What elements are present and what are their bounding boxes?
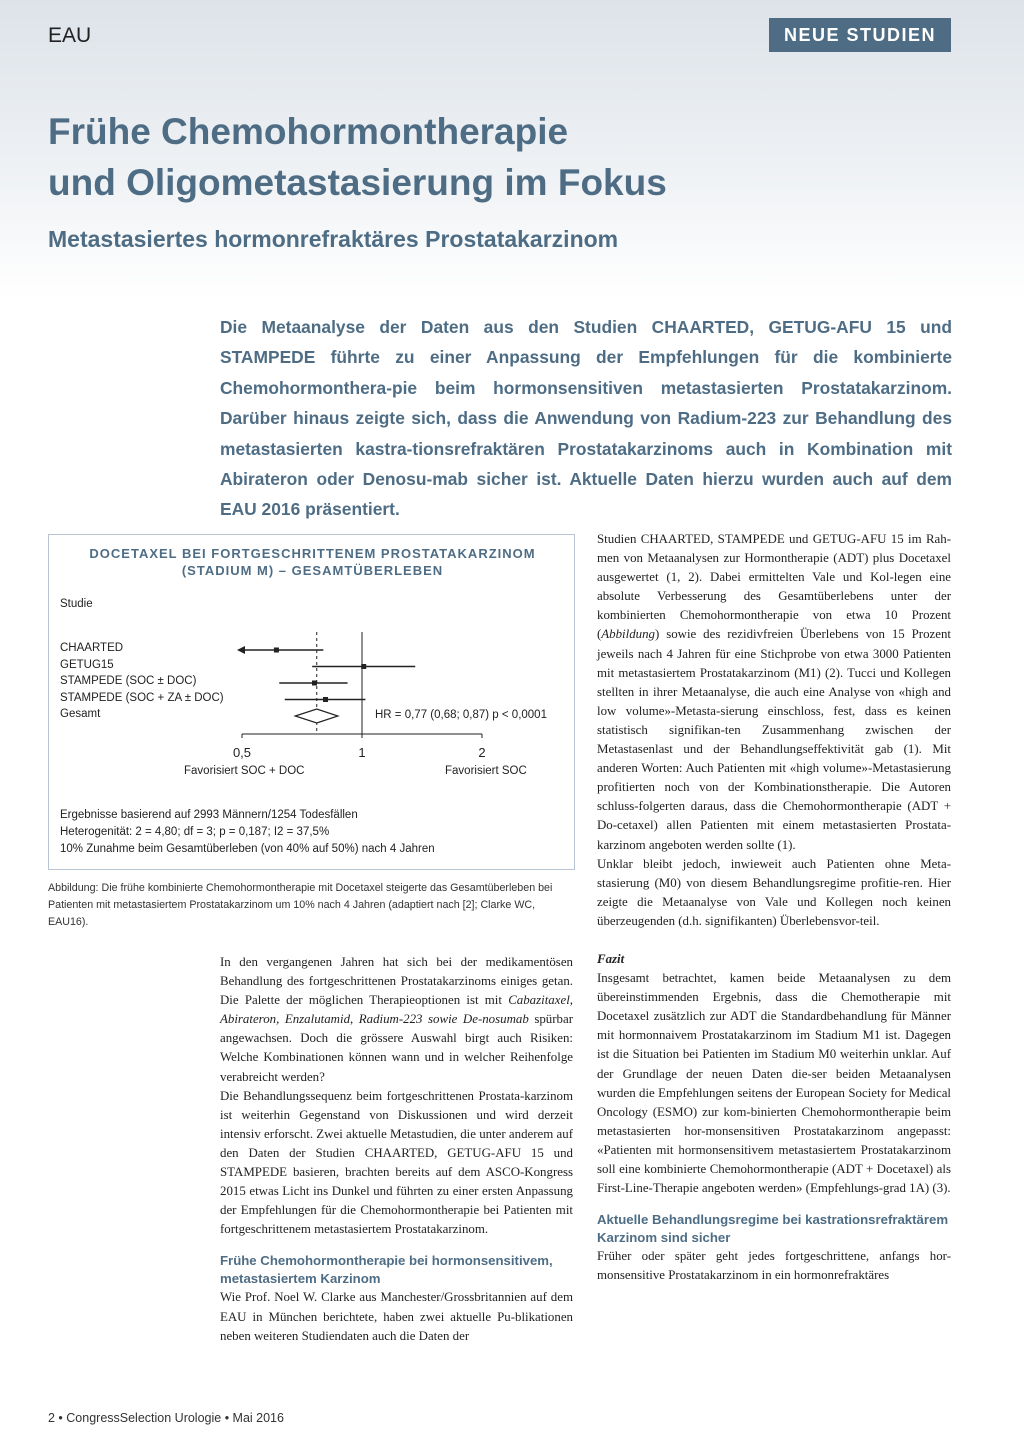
paragraph: Die Behandlungssequenz beim fortgeschrittenen Prostata-karzinom ist weiterhin Gegenstand von Diskussionen und wird derzeit intensiv erforscht. Zwei aktuelle Metastudien, die unter anderem auf den Daten der Studien CHAARTED, GETUG-AFU 15 und STAMPEDE basieren, brachten bereits auf dem ASCO-Kongress 2015 etwas Licht ins Dunkel und führten zu einer ersten Anpassung der Empfehlungen für die Chemohormontherapie bei Patienten mit fortgeschrittenem metastasiertem Prostatakarzinom. xyxy=(220,1088,573,1237)
point-estimate xyxy=(361,664,366,669)
paragraph: Wie Prof. Noel W. Clarke aus Manchester/Grossbritannien auf dem EAU in München berichtete, haben zwei aktuelle Pu-blikationen neben weiteren Studiendaten auch die Daten der xyxy=(220,1290,573,1343)
study-label: STAMPEDE (SOC + ZA ± DOC) xyxy=(60,691,224,704)
point-estimate xyxy=(312,681,317,686)
figure-note-3: 10% Zunahme beim Gesamtüberleben (von 40% auf 50%) nach 4 Jahren xyxy=(60,843,435,855)
figure-caption: Abbildung: Die frühe kombinierte Chemohormontherapie mit Docetaxel steigerte das Gesamtüberleben bei Patienten mit metastasiertem Prostatakarzinom um 10% nach 4 Jahren (adaptiert nach [2]; Clarke WC, EAU16). xyxy=(48,882,553,928)
figure-title-line-2: (STADIUM M) – GESAMTÜBERLEBEN xyxy=(181,563,444,578)
article-subtitle: Metastasiertes hormonrefraktäres Prostatakarzinom xyxy=(48,226,619,252)
section-heading: Frühe Chemohormontherapie bei hormonsensitivem, metastasiertem Karzinom xyxy=(220,1253,553,1287)
study-label: STAMPEDE (SOC ± DOC) xyxy=(60,675,197,687)
x-tick-label: 0,5 xyxy=(232,745,252,760)
figure-note-2: Heterogenität: 2 = 4,80; df = 3; p = 0,187; I2 = 37,5% xyxy=(60,826,330,838)
favor-right-label: Favorisiert SOC xyxy=(445,765,527,777)
figure-title-line-1: DOCETAXEL BEI FORTGESCHRITTENEM PROSTATAKARZINOM xyxy=(89,546,536,561)
study-label: GETUG15 xyxy=(60,658,114,671)
figure-reference: Abbildung xyxy=(601,627,656,642)
article-lead: Die Metaanalyse der Daten aus den Studien CHAARTED, GETUG-AFU 15 und STAMPEDE führte zu einer Anpassung der Empfehlungen für die kombinierte Chemohormonthera-pie beim hormonsensitiven metastasierten Prostatakarzinom. Darüber hinaus zeigte sich, dass die Anwendung von Radium-223 zur Behandlung des metastasierten kastra-tionsrefraktären Prostatakarzinoms auch in Kombination mit Abirateron oder Denosu-mab sicher ist. Aktuelle Daten hierzu wurden auch auf dem EAU 2016 präsentiert. xyxy=(220,317,952,520)
favor-left-label: Favorisiert SOC + DOC xyxy=(184,765,305,777)
paragraph: Insgesamt betrachtet, kamen beide Metaanalysen zu dem übereinstimmenden Ergebnis, dass die Chemotherapie mit Docetaxel zusätzlich zur ADT die Standardbehandlung für Männer mit hormonnaivem Prostatakarzinom im Stadium M1 ist. Dagegen ist die Situation bei Patienten im Stadium M0 weiterhin unklar. Auf der Grundlage der neuen Daten die-ser beiden Metaanalysen wurden die Empfehlungen seitens der European Society for Medical Oncology (ESMO) zur kom-binierten Chemohormontherapie beim metastasierten hor-monsensitiven Prostatakarzinom angepasst: «Patienten mit hormonsensitivem metastasiertem Prostatakarzinom soll eine kombinierte Chemohormontherapie (ADT + Docetaxel) als First-Line-Therapie angeboten werden» (Empfehlungs-grad 1A) (3). xyxy=(597,971,951,1196)
title-line-2: und Oligometastasierung im Fokus xyxy=(48,162,667,203)
point-estimate xyxy=(274,648,279,653)
title-line-1: Frühe Chemohormontherapie xyxy=(48,111,569,152)
section-label: EAU xyxy=(48,24,92,47)
fazit-label: Fazit xyxy=(597,951,625,966)
paragraph: Früher oder später geht jedes fortgeschrittene, anfangs hor-monsensitive Prostatakarzinom in ein hormonrefraktäres xyxy=(597,1249,951,1283)
study-label: Gesamt xyxy=(60,708,101,720)
figure-note-1: Ergebnisse basierend auf 2993 Männern/1254 Todesfällen xyxy=(60,809,358,821)
drug-list: Cabazitaxel, Abirateron, Enzalutamid, Radium-223 sowie De-nosumab xyxy=(220,993,573,1027)
section-heading: Aktuelle Behandlungsregime bei kastrationsrefraktärem Karzinom sind sicher xyxy=(597,1212,949,1246)
paragraph: In den vergangenen Jahren hat sich bei der medikamentösen Behandlung des fortgeschrittenen Prostatakarzinoms einiges getan. Die Palette der möglichen Therapieoptionen ist mit Cabazitaxel, Abirateron, Enzalutamid, Radium-223 sowie De-nosumab spürbar angewachsen. Doch die grössere Auswahl birgt auch Risiken: Welche Kombinationen können wann und in welcher Reihenfolge verabreicht werden? xyxy=(220,955,573,1084)
body-column-right xyxy=(597,530,951,1285)
forest-plot-figure xyxy=(48,534,575,870)
ci-arrow xyxy=(237,646,245,654)
article-title xyxy=(48,106,948,208)
study-column-label: Studie xyxy=(60,598,93,610)
x-tick-label: 2 xyxy=(478,745,486,760)
paragraph: Studien CHAARTED, STAMPEDE und GETUG-AFU 15 im Rah-men von Metaanalysen zur Hormontherapie (ADT) plus Docetaxel ausgewertet (1, 2). Dabei ermittelten Vale und Kol-legen eine absolute Verbesserung des Gesamtüberlebens unter der kombinierten Chemohormontherapie von etwa 10 Prozent (Abbildung) sowie des rezidivfreien Überlebens von 15 Prozent jeweils nach 4 Jahren für eine Stichprobe von etwa 3000 Patienten mit metastasiertem Prostatakarzinom (M1) (2). Tucci und Kollegen stellten in ihrer Metaanalyse, die auch eine Analyse von «high and low volume»-Metasta-sierung einschloss, fest, dass es keinen statistisch signifikan-ten Zusammenhang zwischen der Metastasenlast und der Behandlungseffektivität gab (1). Mit anderen Worten: Auch Patienten mit «high volume»-Metastasierung profitierten noch von der Kombinationstherapie. Die Autoren schluss-folgerten daraus, dass die Chemohormontherapie (ADT + Do-cetaxel) allen Patienten mit einem metastasierten Prostata-karzinom angeboten werden sollte (1). xyxy=(597,532,951,852)
page-footer: 2 • CongressSelection Urologie • Mai 2016 xyxy=(48,1411,284,1425)
study-label: CHAARTED xyxy=(60,642,124,654)
pooled-diamond xyxy=(295,709,338,723)
body-column-left xyxy=(220,953,573,1346)
paragraph: Unklar bleibt jedoch, inwieweit auch Patienten ohne Meta-stasierung (M0) von diesem Behandlungsregime profitie-ren. Hier zeigte die Metaanalyse von Vale und Kollegen noch keinen überzeugenden (d.h. signifikanten) Überlebensvor-teil. xyxy=(597,856,951,928)
section-badge: NEUE STUDIEN xyxy=(769,18,951,52)
x-tick-label: 1 xyxy=(358,745,366,760)
point-estimate xyxy=(323,697,328,702)
pooled-hr-text: HR = 0,77 (0,68; 0,87) p < 0,0001 xyxy=(375,709,547,721)
